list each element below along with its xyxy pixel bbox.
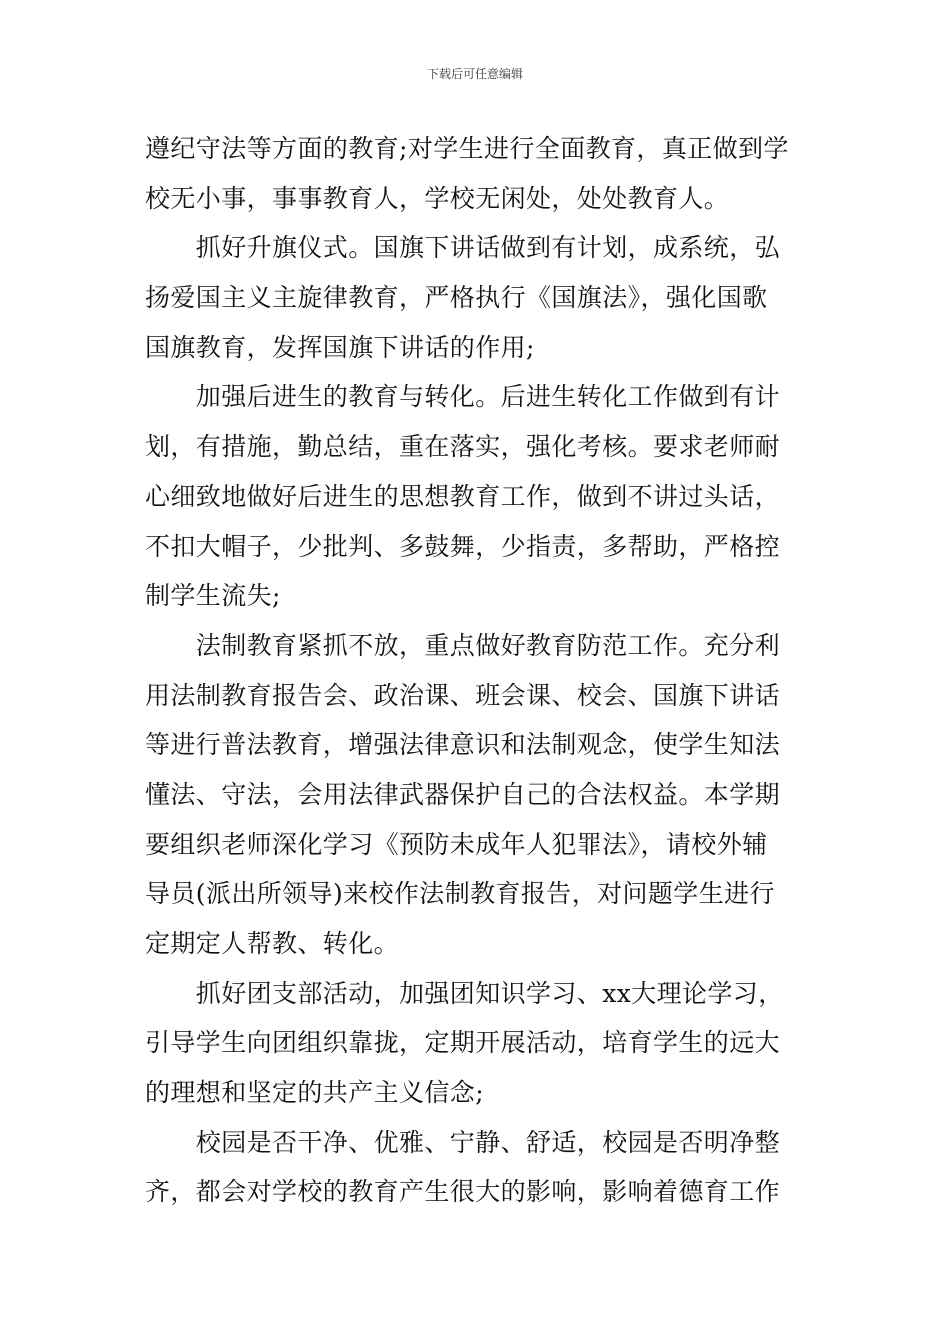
page-header: 下载后可任意编辑 [426, 67, 523, 81]
text-line: 要组织老师深化学习《预防未成年人犯罪法》，请校外辅 [145, 829, 768, 859]
text-line: 抓好团支部活动，加强团知识学习、xx大理论学习， [145, 978, 784, 1008]
text-line: 加强后进生的教育与转化。后进生转化工作做到有计 [145, 382, 781, 412]
text-line: 懂法、守法，会用法律武器保护自己的合法权益。本学期 [145, 779, 781, 809]
text-line: 扬爱国主义主旋律教育，严格执行《国旗法》，强化国歌 [145, 283, 768, 313]
text-line: 用法制教育报告会、政治课、班会课、校会、国旗下讲话 [145, 680, 781, 710]
text-line: 校无小事，事事教育人，学校无闲处，处处教育人。 [145, 183, 730, 213]
text-line: 定期定人帮教、转化。 [145, 929, 400, 958]
text-line: 法制教育紧抓不放，重点做好教育防范工作。充分利 [145, 630, 781, 660]
text-line: 引导学生向团组织靠拢，定期开展活动，培育学生的远大 [145, 1028, 781, 1058]
document-body [145, 124, 810, 1217]
text-line: 导员(派出所领导)来校作法制教育报告，对问题学生进行 [145, 879, 775, 909]
text-line: 齐，都会对学校的教育产生很大的影响，影响着德育工作 [145, 1177, 781, 1207]
text-line: 遵纪守法等方面的教育;对学生进行全面教育，真正做到学 [145, 134, 789, 163]
text-line: 心细致地做好后进生的思想教育工作，做到不讲过头话， [145, 481, 781, 511]
text-line: 等进行普法教育，增强法律意识和法制观念，使学生知法 [145, 730, 781, 760]
text-line: 不扣大帽子，少批判、多鼓舞，少指责，多帮助，严格控 [145, 531, 781, 561]
text-line: 校园是否干净、优雅、宁静、舒适，校园是否明净整 [145, 1127, 781, 1157]
text-line: 国旗教育，发挥国旗下讲话的作用; [145, 332, 535, 362]
text-line: 抓好升旗仪式。国旗下讲话做到有计划，成系统，弘 [145, 233, 781, 263]
text-line: 划，有措施，勤总结，重在落实，强化考核。要求老师耐 [145, 432, 781, 462]
text-line: 制学生流失; [145, 581, 281, 611]
text-line: 的理想和坚定的共产主义信念; [145, 1078, 485, 1108]
